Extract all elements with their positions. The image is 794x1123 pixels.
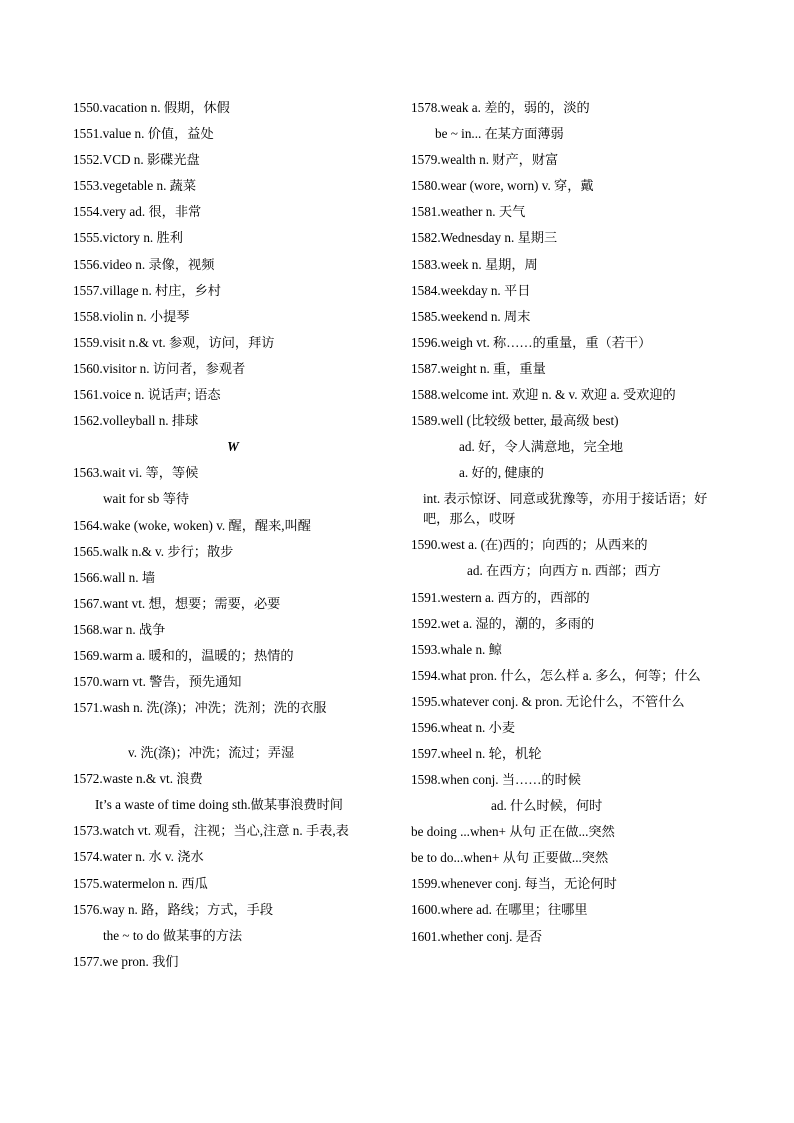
- section-heading: W: [227, 439, 239, 455]
- entry-line: 1550.vacation n. 假期，休假: [73, 100, 230, 115]
- entry-line: be ~ in... 在某方面薄弱: [435, 126, 564, 142]
- entry-line: 1566.wall n. 墙: [73, 569, 156, 585]
- entry-line: 1553.vegetable n. 蔬菜: [73, 178, 197, 194]
- entry-line: the ~ to do 做某事的方法: [103, 927, 243, 943]
- entry-line: 1596.wheat n. 小麦: [411, 719, 516, 735]
- entry-line: 1558.violin n. 小提琴: [73, 308, 190, 324]
- entry-line: 1588.welcome int. 欢迎 n. & v. 欢迎 a. 受欢迎的: [411, 387, 676, 403]
- entry-line: 1593.whale n. 鲸: [411, 641, 502, 657]
- entry-line: 1574.water n. 水 v. 浇水: [73, 849, 204, 865]
- spacer: [73, 721, 393, 740]
- entry-line: 1577.we pron. 我们: [73, 953, 179, 969]
- entry-line: 1565.walk n.& v. 步行；散步: [73, 543, 234, 559]
- entry-line: a. 好的, 健康的: [459, 465, 544, 481]
- entry-line: 1601.whether conj. 是否: [411, 928, 543, 944]
- entry-line: 1554.very ad. 很，非常: [73, 204, 202, 220]
- entry-line: 1590.west a. (在)西的；向西的；从西来的: [411, 537, 648, 553]
- left-column: [73, 95, 393, 975]
- right-column: [411, 95, 723, 950]
- entry-line: 1561.voice n. 说话声; 语态: [73, 387, 221, 403]
- entry-line: 1555.victory n. 胜利: [73, 230, 183, 246]
- entry-line: 1591.western a. 西方的，西部的: [411, 589, 590, 605]
- entry-line: It’s a waste of time doing sth.做某事浪费时间: [95, 797, 343, 813]
- entry-line: 1583.week n. 星期，周: [411, 256, 538, 272]
- entry-line: 1576.way n. 路，路线；方式，手段: [73, 901, 274, 917]
- entry-line: 1557.village n. 村庄，乡村: [73, 282, 221, 298]
- entry-line: 1579.wealth n. 财产，财富: [411, 152, 559, 168]
- entry-line: 1581.weather n. 天气: [411, 204, 526, 220]
- entry-line: 1551.value n. 价值，益处: [73, 126, 214, 142]
- entry-line: 1571.wash n. 洗(涤)；冲洗；洗剂；洗的衣服: [73, 700, 327, 716]
- entry-line: 1578.weak a. 差的，弱的，淡的: [411, 100, 590, 115]
- entry-line: 1560.visitor n. 访问者，参观者: [73, 360, 246, 376]
- entry-line: 1589.well (比较级 better, 最高级 best): [411, 413, 619, 429]
- entry-line: 1568.war n. 战争: [73, 621, 166, 637]
- entry-line: 1584.weekday n. 平日: [411, 282, 531, 298]
- entry-line: 1592.wet a. 湿的，潮的，多雨的: [411, 615, 595, 631]
- entry-line: 1594.what pron. 什么，怎么样 a. 多么，何等；什么: [411, 667, 701, 683]
- entry-line: 1559.visit n.& vt. 参观，访问，拜访: [73, 334, 275, 350]
- entry-line: 1599.whenever conj. 每当，无论何时: [411, 876, 617, 892]
- entry-line: 1580.wear (wore, worn) v. 穿，戴: [411, 178, 594, 194]
- entry-line: 1552.VCD n. 影碟光盘: [73, 152, 200, 168]
- entry-line: be doing ...when+ 从句 正在做...突然: [411, 824, 615, 840]
- entry-line: ad. 什么时候，何时: [491, 798, 603, 814]
- entry-line: ad. 好，令人满意地，完全地: [459, 439, 624, 455]
- entry-line: 1585.weekend n. 周末: [411, 308, 531, 324]
- entry-line: 1582.Wednesday n. 星期三: [411, 230, 558, 246]
- entry-line: wait for sb 等待: [103, 491, 190, 507]
- entry-line: 1567.want vt. 想，想要；需要，必要: [73, 595, 281, 611]
- entry-line: 1562.volleyball n. 排球: [73, 413, 199, 429]
- entry-line: 1600.where ad. 在哪里；往哪里: [411, 902, 588, 918]
- entry-line: v. 洗(涤)；冲洗；流过；弄湿: [128, 745, 295, 761]
- entry-line: 1563.wait vi. 等，等候: [73, 465, 199, 481]
- entry-line: 1587.weight n. 重，重量: [411, 360, 546, 376]
- entry-line: 1564.wake (woke, woken) v. 醒，醒来,叫醒: [73, 517, 311, 533]
- entry-line: 1569.warm a. 暖和的，温暖的；热情的: [73, 647, 294, 663]
- entry-line: 1573.watch vt. 观看，注视；当心,注意 n. 手表,表: [73, 823, 349, 839]
- entry-line: 1596.weigh vt. 称……的重量，重（若干）: [411, 334, 652, 350]
- entry-line: ad. 在西方；向西方 n. 西部；西方: [467, 563, 661, 579]
- entry-line: 1575.watermelon n. 西瓜: [73, 875, 208, 891]
- entry-line: 1556.video n. 录像，视频: [73, 256, 215, 272]
- entry-line: 1597.wheel n. 轮，机轮: [411, 745, 542, 761]
- entry-line: 1595.whatever conj. & pron. 无论什么，不管什么: [411, 693, 685, 709]
- entry-line: 1598.when conj. 当……的时候: [411, 771, 581, 787]
- entry-line: 1572.waste n.& vt. 浪费: [73, 771, 203, 787]
- entry-line: int. 表示惊讶、同意或犹豫等，亦用于接话语；好吧，那么，哎呀: [423, 491, 708, 527]
- entry-line: be to do...when+ 从句 正要做...突然: [411, 850, 609, 866]
- entry-line: 1570.warn vt. 警告，预先通知: [73, 674, 242, 690]
